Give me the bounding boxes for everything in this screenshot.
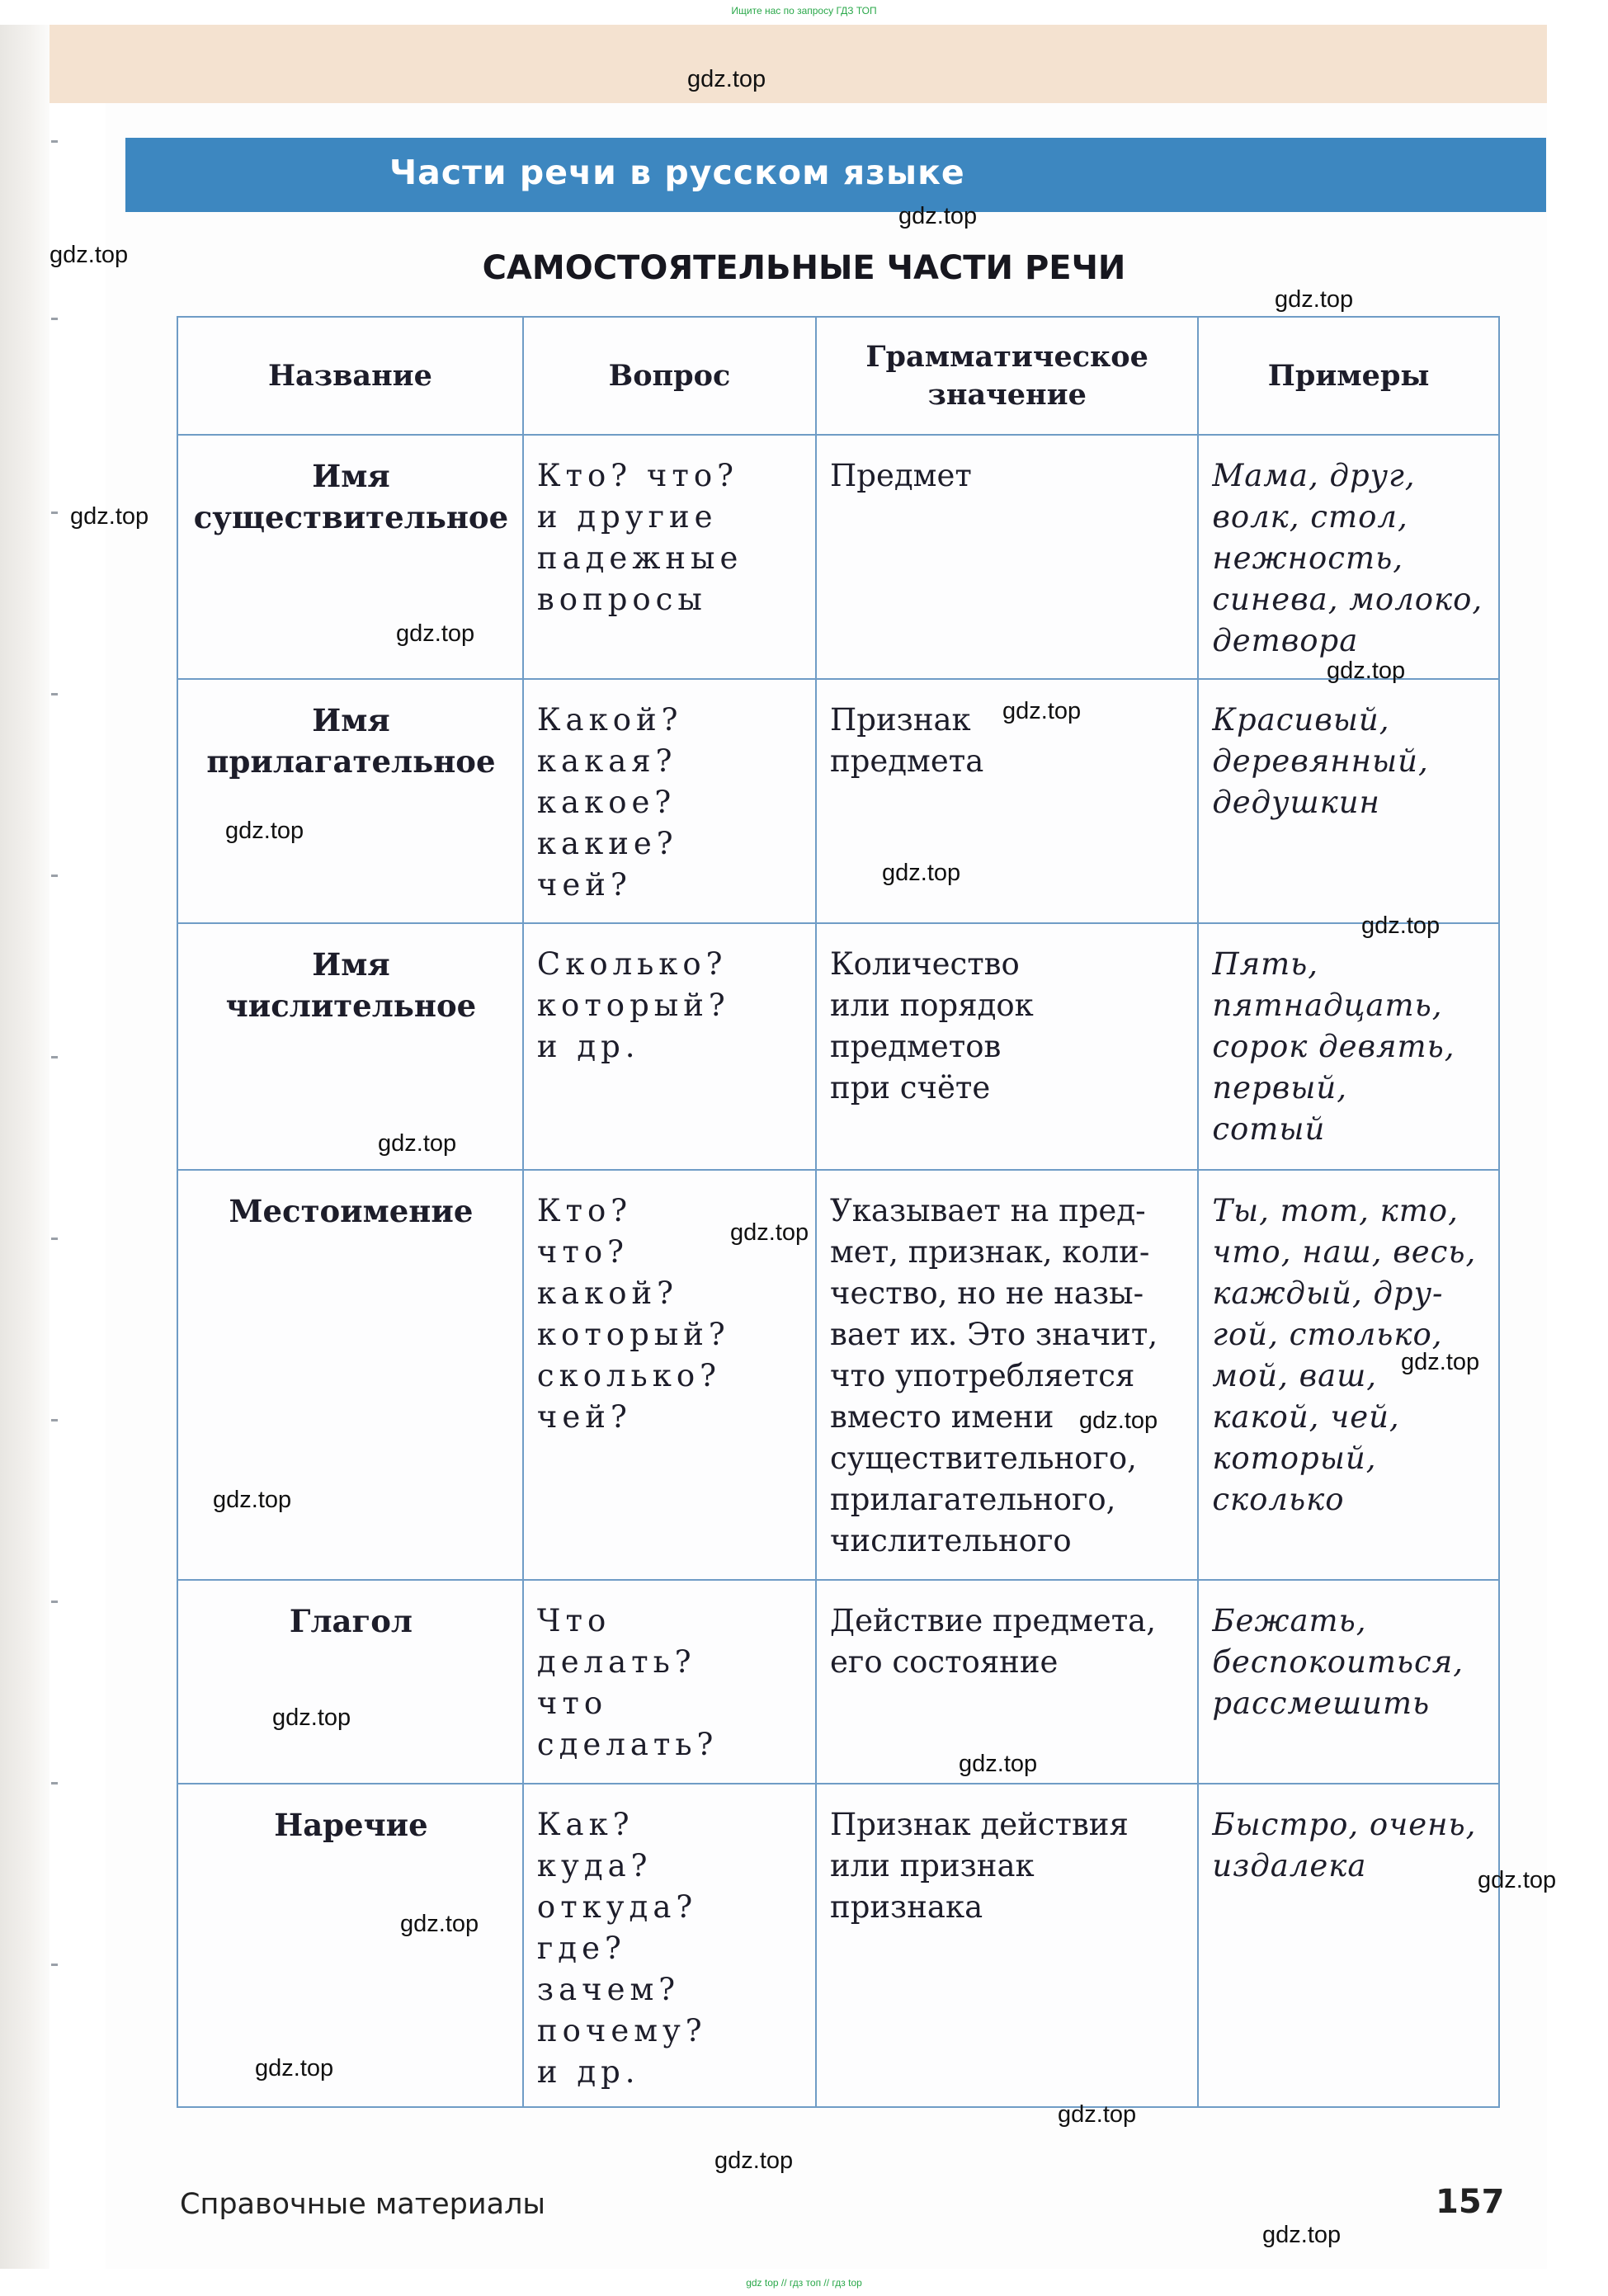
page-heading: САМОСТОЯТЕЛЬНЫЕ ЧАСТИ РЕЧИ: [482, 249, 1126, 287]
binding-ring: [51, 1419, 58, 1421]
watermark: gdz.top: [272, 1704, 351, 1731]
binding-ring: [51, 875, 58, 877]
table-row: [177, 1170, 1499, 1580]
watermark: gdz.top: [714, 2147, 794, 2174]
watermark: gdz.top: [213, 1487, 292, 1513]
watermark: gdz.top: [400, 1911, 479, 1937]
table-row: [177, 435, 1499, 679]
watermark: gdz.top: [898, 203, 978, 229]
table-row: [177, 1784, 1499, 2107]
watermark: gdz.top: [378, 1130, 457, 1157]
watermark: gdz.top: [730, 1219, 809, 1246]
watermark: gdz.top: [255, 2055, 334, 2081]
watermark: gdz.top: [1361, 912, 1441, 939]
table-header-row: [177, 317, 1499, 435]
row-question: Что делать? что сделать?: [523, 1580, 816, 1784]
header-name: Название: [177, 317, 523, 435]
row-meaning: Действие предмета, его состояние: [816, 1580, 1198, 1784]
row-name: Имя существительное: [177, 435, 523, 679]
binding-ring: [51, 1238, 58, 1240]
watermark: gdz.top: [1058, 2101, 1137, 2128]
row-name: Глагол: [177, 1580, 523, 1784]
binding-ring: [51, 512, 58, 514]
header-meaning: Грамматическое значение: [816, 317, 1198, 435]
watermark: gdz.top: [882, 860, 961, 886]
binding-ring: [51, 1782, 58, 1784]
row-meaning: Количество или порядок предметов при счёте: [816, 923, 1198, 1170]
binding-ring: [51, 1056, 58, 1058]
watermark: gdz.top: [1262, 2222, 1342, 2248]
row-name: Местоимение: [177, 1170, 523, 1580]
watermark: gdz.top: [1478, 1867, 1557, 1893]
binding-ring: [51, 318, 58, 320]
watermark: gdz.top: [1079, 1407, 1158, 1434]
row-examples: Бежать, беспокоиться, рассмешить: [1198, 1580, 1499, 1784]
banner-title: Части речи в русском языке: [389, 153, 965, 192]
row-question: Кто? что? и другие падежные вопросы: [523, 435, 816, 679]
row-meaning: Признак действия или признак признака: [816, 1784, 1198, 2107]
row-examples: Красивый, деревянный, дедушкин: [1198, 679, 1499, 923]
row-name: Имя прилагательное: [177, 679, 523, 923]
footer-section: Справочные материалы: [180, 2188, 546, 2221]
row-question: Кто? что? какой? который? сколько? чей?: [523, 1170, 816, 1580]
section-banner: [125, 138, 1546, 212]
header-examples: Примеры: [1198, 317, 1499, 435]
row-question: Сколько? который? и др.: [523, 923, 816, 1170]
binding-ring: [51, 1964, 58, 1966]
parts-of-speech-table: [177, 316, 1500, 2108]
watermark: gdz.top: [70, 503, 149, 530]
top-note: Ищите нас по запросу ГДЗ ТОП: [731, 5, 877, 17]
row-meaning: Предмет: [816, 435, 1198, 679]
table-row: [177, 679, 1499, 923]
table-row: [177, 923, 1499, 1170]
row-question: Как? куда? откуда? где? зачем? почему? и др.: [523, 1784, 816, 2107]
page-number: 157: [1436, 2183, 1505, 2221]
binding-ring: [51, 693, 58, 695]
bottom-note: gdz top // гдз топ // гдз top: [746, 2277, 862, 2289]
row-examples: Ты, тот, кто, что, наш, весь, каждый, дру- гой, столько, мой, ваш, какой, чей, который, сколько: [1198, 1170, 1499, 1580]
row-name: Имя числительное: [177, 923, 523, 1170]
row-examples: Быстро, очень, издалека: [1198, 1784, 1499, 2107]
row-name: Наречие: [177, 1784, 523, 2107]
header-question: Вопрос: [523, 317, 816, 435]
watermark: gdz.top: [1401, 1349, 1480, 1375]
watermark: gdz.top: [1275, 286, 1354, 313]
row-examples: Мама, друг, волк, стол, нежность, синева, молоко, детвора: [1198, 435, 1499, 679]
watermark: gdz.top: [225, 818, 304, 844]
row-question: Какой? какая? какое? какие? чей?: [523, 679, 816, 923]
table-row: [177, 1580, 1499, 1784]
binding-ring: [51, 140, 58, 143]
watermark: gdz.top: [50, 242, 129, 268]
binding-ring: [51, 1601, 58, 1603]
watermark: gdz.top: [1327, 658, 1406, 684]
binding-edge: [0, 25, 50, 2269]
row-meaning: Признак предмета: [816, 679, 1198, 923]
watermark: gdz.top: [396, 620, 475, 647]
watermark: gdz.top: [687, 66, 766, 92]
row-examples: Пять, пятнадцать, сорок девять, первый, сотый: [1198, 923, 1499, 1170]
row-meaning: Указывает на пред- мет, признак, коли- чество, но не назы- вает их. Это значит, что употребляется вместо имени существительного, прилагательного, числительного: [816, 1170, 1198, 1580]
page-top-strip: [50, 25, 1547, 103]
watermark: gdz.top: [1002, 698, 1082, 724]
watermark: gdz.top: [959, 1751, 1038, 1777]
